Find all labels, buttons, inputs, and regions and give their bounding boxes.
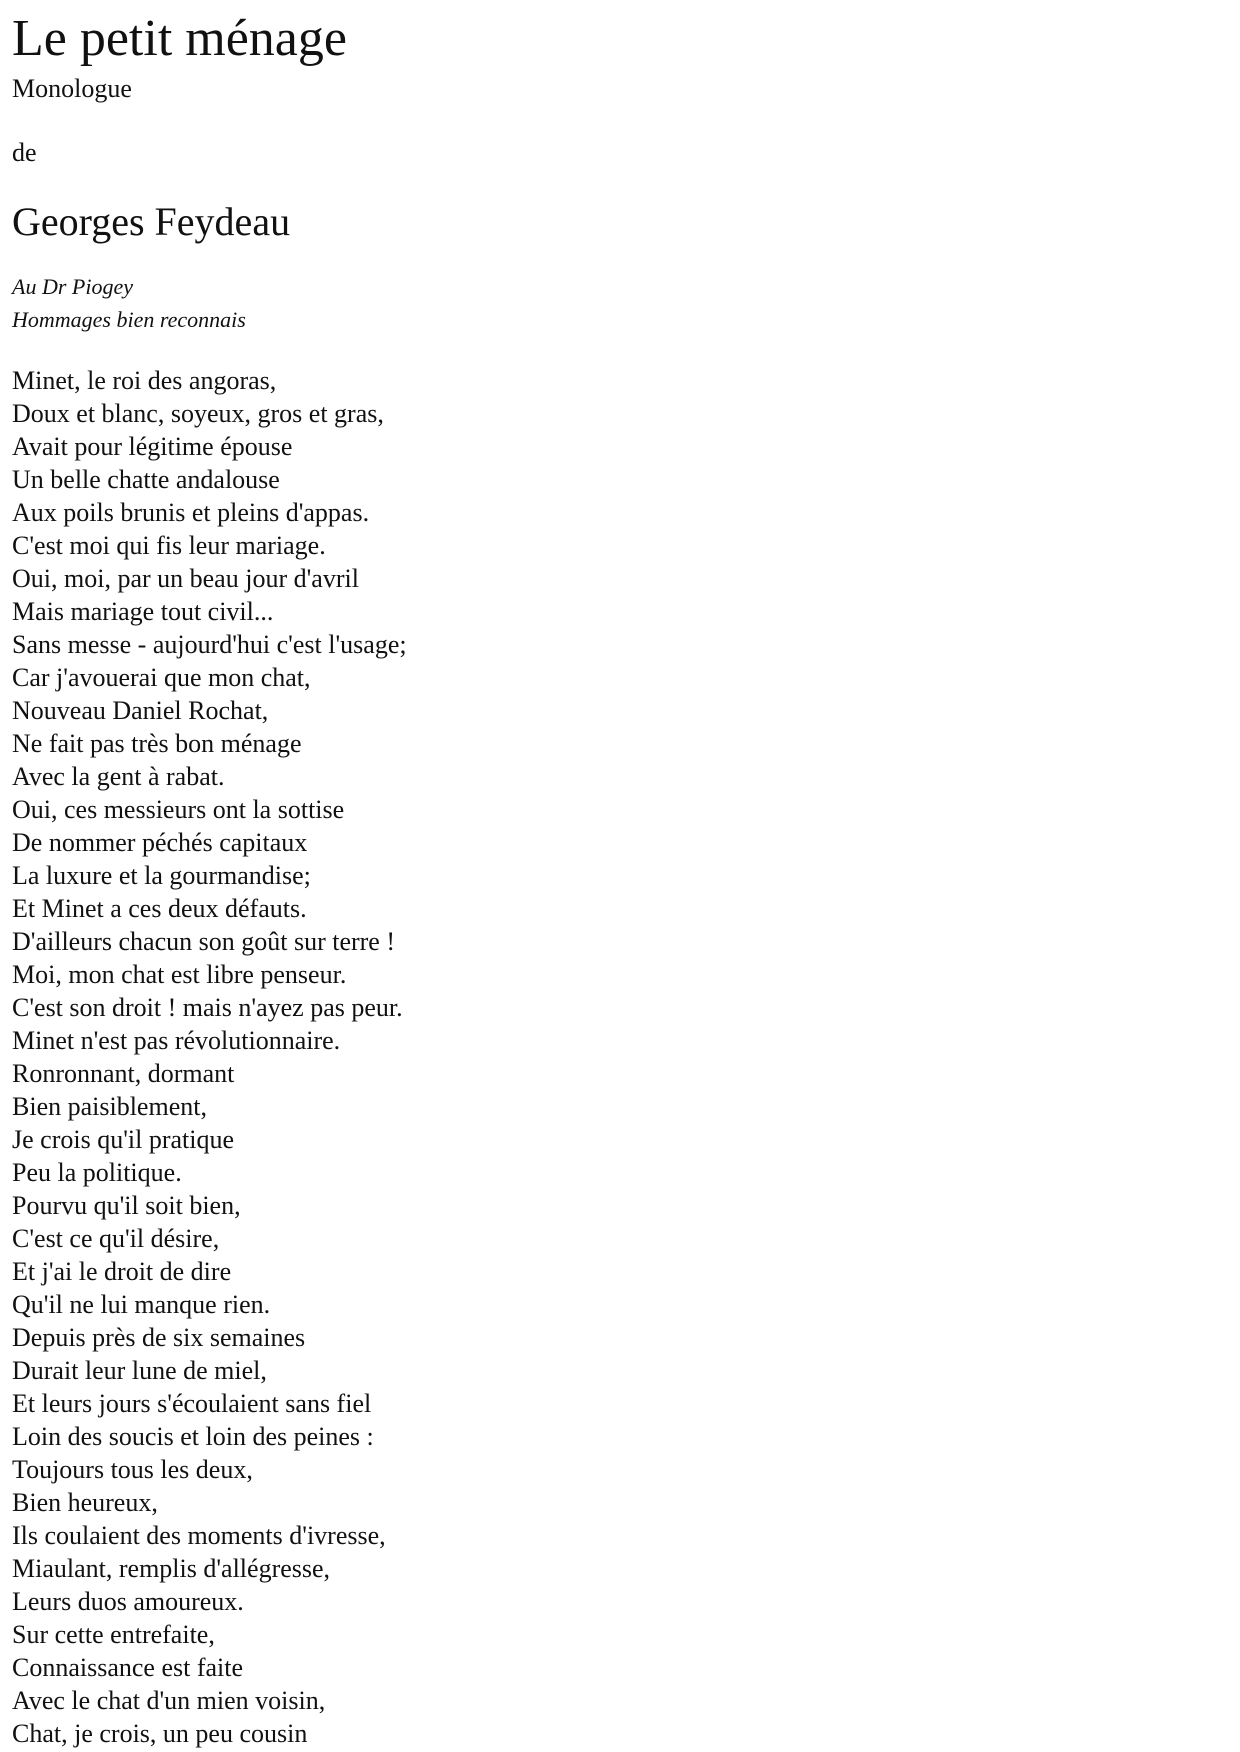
- poem-line: Avec le chat d'un mien voisin,: [12, 1686, 326, 1715]
- poem-line: Loin des soucis et loin des peines :: [12, 1422, 374, 1451]
- poem-line: Connaissance est faite: [12, 1653, 244, 1682]
- poem-line: Car j'avouerai que mon chat,: [12, 663, 311, 692]
- poem-line: C'est ce qu'il désire,: [12, 1224, 220, 1253]
- poem-line: Depuis près de six semaines: [12, 1323, 306, 1352]
- poem-line: La luxure et la gourmandise;: [12, 861, 311, 890]
- poem-line: De nommer péchés capitaux: [12, 828, 308, 857]
- poem-line: Ils coulaient des moments d'ivresse,: [12, 1521, 386, 1550]
- poem-line: C'est moi qui fis leur mariage.: [12, 531, 326, 560]
- dedication-line: Au Dr Piogey: [12, 274, 133, 299]
- poem-line: Miaulant, remplis d'allégresse,: [12, 1554, 331, 1583]
- poem-line: Oui, moi, par un beau jour d'avril: [12, 564, 359, 593]
- author-preposition: de: [12, 138, 37, 167]
- document-subtitle: Monologue: [12, 74, 132, 103]
- poem-line: Je crois qu'il pratique: [12, 1125, 235, 1154]
- poem-line: Ronronnant, dormant: [12, 1059, 235, 1088]
- poem-line: Nouveau Daniel Rochat,: [12, 696, 269, 725]
- poem-line: Minet n'est pas révolutionnaire.: [12, 1026, 341, 1055]
- poem-line: Chat, je crois, un peu cousin: [12, 1719, 308, 1748]
- poem-line: Avait pour légitime épouse: [12, 432, 293, 461]
- poem-line: Toujours tous les deux,: [12, 1455, 253, 1484]
- poem-line: Mais mariage tout civil...: [12, 597, 274, 626]
- poem-line: D'ailleurs chacun son goût sur terre !: [12, 927, 396, 956]
- poem-line: Leurs duos amoureux.: [12, 1587, 244, 1616]
- poem-line: Peu la politique.: [12, 1158, 182, 1187]
- dedication: [12, 270, 1240, 336]
- poem-line: Sur cette entrefaite,: [12, 1620, 215, 1649]
- poem-line: C'est son droit ! mais n'ayez pas peur.: [12, 993, 403, 1022]
- poem-line: Qu'il ne lui manque rien.: [12, 1290, 271, 1319]
- author-name: Georges Feydeau: [12, 199, 291, 244]
- poem-line: Minet, le roi des angoras,: [12, 366, 277, 395]
- poem-line: Et Minet a ces deux défauts.: [12, 894, 307, 923]
- poem-line: Avec la gent à rabat.: [12, 762, 225, 791]
- poem-line: Oui, ces messieurs ont la sottise: [12, 795, 345, 824]
- poem-line: Aux poils brunis et pleins d'appas.: [12, 498, 370, 527]
- poem-line: Bien paisiblement,: [12, 1092, 207, 1121]
- poem-line: Sans messe - aujourd'hui c'est l'usage;: [12, 630, 407, 659]
- poem-line: Moi, mon chat est libre penseur.: [12, 960, 347, 989]
- poem-line: Un belle chatte andalouse: [12, 465, 280, 494]
- poem-line: Doux et blanc, soyeux, gros et gras,: [12, 399, 384, 428]
- poem-line: Et leurs jours s'écoulaient sans fiel: [12, 1389, 372, 1418]
- document-title: Le petit ménage: [12, 10, 347, 67]
- dedication-line: Hommages bien reconnais: [12, 307, 246, 332]
- poem-line: Durait leur lune de miel,: [12, 1356, 267, 1385]
- poem-line: Pourvu qu'il soit bien,: [12, 1191, 241, 1220]
- poem-line: Bien heureux,: [12, 1488, 158, 1517]
- poem-line: Ne fait pas très bon ménage: [12, 729, 302, 758]
- poem-body: [12, 364, 1240, 1750]
- poem-line: Et j'ai le droit de dire: [12, 1257, 232, 1286]
